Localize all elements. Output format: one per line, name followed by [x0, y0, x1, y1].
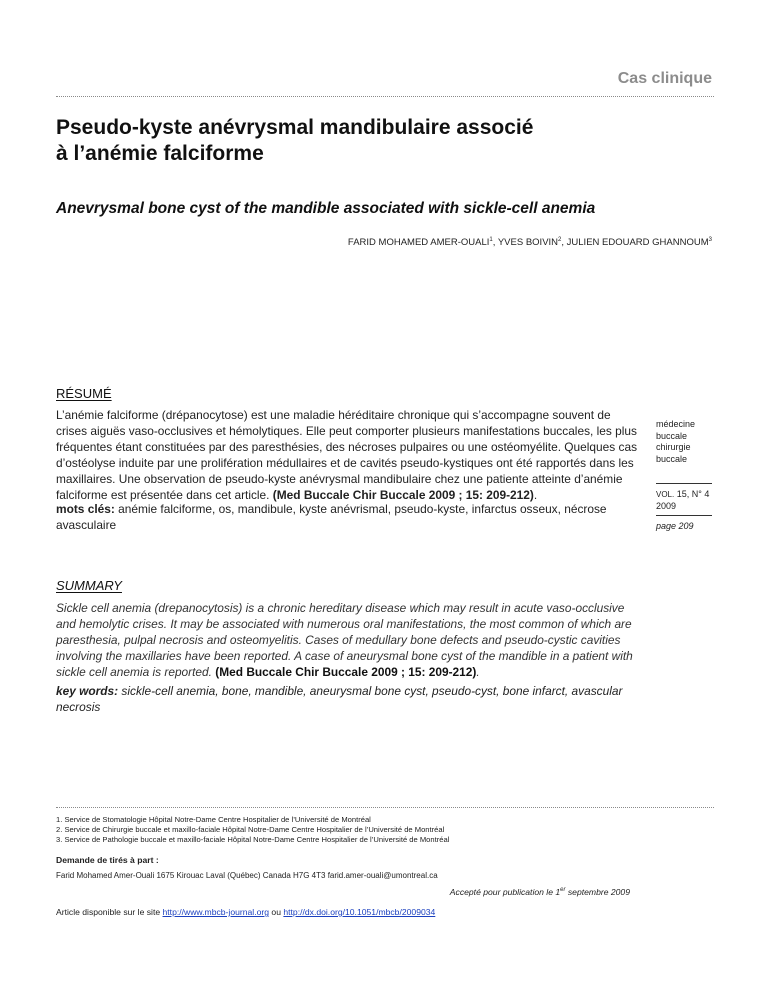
journal-name-line: médecine — [656, 419, 696, 429]
acceptance-prefix: Accepté pour publication le 1 — [449, 887, 561, 897]
summary-citation: (Med Buccale Chir Buccale 2009 ; 15: 209-212) — [215, 665, 477, 679]
article-title — [56, 115, 656, 167]
footnote-affiliation: 1. Service de Stomatologie Hôpital Notre-Dame Centre Hospitalier de l’Université de Montréal — [56, 815, 371, 824]
footnote-divider — [56, 807, 714, 808]
volume-label: VOL. — [656, 490, 675, 499]
volume-issue — [656, 489, 712, 501]
author-list — [348, 237, 712, 248]
author-separator: , — [561, 237, 567, 249]
resume-keywords — [56, 501, 638, 533]
author-affiliation: 2 — [558, 237, 562, 243]
acceptance-date — [450, 887, 630, 897]
journal-link[interactable]: http://www.mbcb-journal.org — [162, 907, 270, 917]
author-name: JULIEN EDOUARD GHANNOUM — [566, 237, 709, 249]
sidebar-rule — [656, 515, 712, 516]
sidebar-rule — [656, 483, 712, 484]
author-separator: , — [492, 237, 498, 249]
journal-name-line: chirurgie — [656, 442, 691, 452]
page-number: page 209 — [656, 521, 694, 531]
acceptance-ordinal: er — [560, 887, 566, 894]
availability-prefix: Article disponible sur le site — [56, 907, 163, 917]
summary-body-text: Sickle cell anemia (drepanocytosis) is a chronic hereditary disease which may result in acute vaso-occlusive and hemolytic crises. It may be associated with numerous oral manifestations, the most common of which are paresthesia, pulpal necrosis and osteomyelitis. Cases of medullary bone defects and pseudo-cystic cavities involving the maxillaries have been reported. A case of aneurysmal bone cyst of the mandible in a patient with sickle cell anemia is reported. — [56, 601, 633, 679]
doi-link[interactable]: http://dx.doi.org/10.1051/mbcb/2009034 — [283, 907, 436, 917]
author-affiliation: 3 — [708, 237, 712, 243]
availability-note — [56, 907, 435, 917]
resume-keywords-text: anémie falciforme, os, mandibule, kyste anévrismal, pseudo-kyste, infarctus osseux, nécrose avasculaire — [56, 502, 607, 532]
availability-middle: ou — [269, 907, 284, 917]
resume-keywords-label: mots clés: — [56, 502, 115, 516]
author-affiliation: 1 — [489, 237, 493, 243]
summary-keywords-label: key words: — [56, 684, 119, 698]
journal-name-line: buccale — [656, 453, 688, 464]
english-title: Anevrysmal bone cyst of the mandible associated with sickle-cell anemia — [56, 200, 596, 217]
resume-citation: (Med Buccale Chir Buccale 2009 ; 15: 209-212) — [272, 488, 534, 502]
author-name: FARID MOHAMED AMER-OUALI — [347, 237, 490, 249]
summary-heading: SUMMARY — [56, 578, 122, 593]
reprint-address: Farid Mohamed Amer-Ouali 1675 Kirouac Laval (Québec) Canada H7G 4T3 farid.amer-ouali@umontreal.ca — [56, 871, 438, 880]
footnote-affiliation: 2. Service de Chirurgie buccale et maxillo-faciale Hôpital Notre-Dame Centre Hospitalier de l’Université de Montréal — [56, 825, 445, 834]
author-name: YVES BOIVIN — [497, 237, 559, 249]
header-divider — [56, 96, 714, 97]
summary-keywords-text: sickle-cell anemia, bone, mandible, aneurysmal bone cyst, pseudo-cyst, bone infarct, avascular necrosis — [56, 684, 623, 714]
reprint-label: Demande de tirés à part : — [56, 855, 159, 865]
footnote-affiliation: 3. Service de Pathologie buccale et maxillo-faciale Hôpital Notre-Dame Centre Hospitalier de l’Université de Montréal — [56, 835, 450, 844]
resume-end: . — [533, 488, 538, 502]
summary-end: . — [476, 665, 480, 679]
title-line-1: Pseudo-kyste anévrysmal mandibulaire associé — [56, 116, 534, 139]
resume-text — [56, 407, 638, 503]
title-line-2: à l’anémie falciforme — [56, 142, 264, 165]
issue-year: 2009 — [656, 500, 677, 511]
resume-body-text: L’anémie falciforme (drépanocytose) est une maladie héréditaire chronique qui s’accompagne souvent de crises aiguës vaso-occlusives et hémolytiques. Elle peut comporter plusieurs manifestations buccales, les plus fréquentes étant constituées par des paresthésies, des nécroses pulpaires ou une ostéomyélite. Quelques cas d’ostéolyse induite par une prolifération médullaires et de cavités pseudo-kystiques ont été rapportés dans les maxillaires. Une observation de pseudo-kyste anévrysmal mandibulaire chez une patiente atteinte d’anémie falciforme est présentée dans cet article. — [56, 408, 638, 502]
volume-value: 15, N° 4 — [676, 489, 710, 499]
resume-heading: RÉSUMÉ — [56, 386, 112, 401]
acceptance-suffix: septembre 2009 — [565, 887, 630, 897]
summary-keywords — [56, 683, 638, 715]
section-label: Cas clinique — [617, 70, 712, 87]
journal-sidebar — [656, 419, 712, 533]
journal-name-line: buccale — [656, 430, 688, 441]
summary-text — [56, 600, 638, 680]
